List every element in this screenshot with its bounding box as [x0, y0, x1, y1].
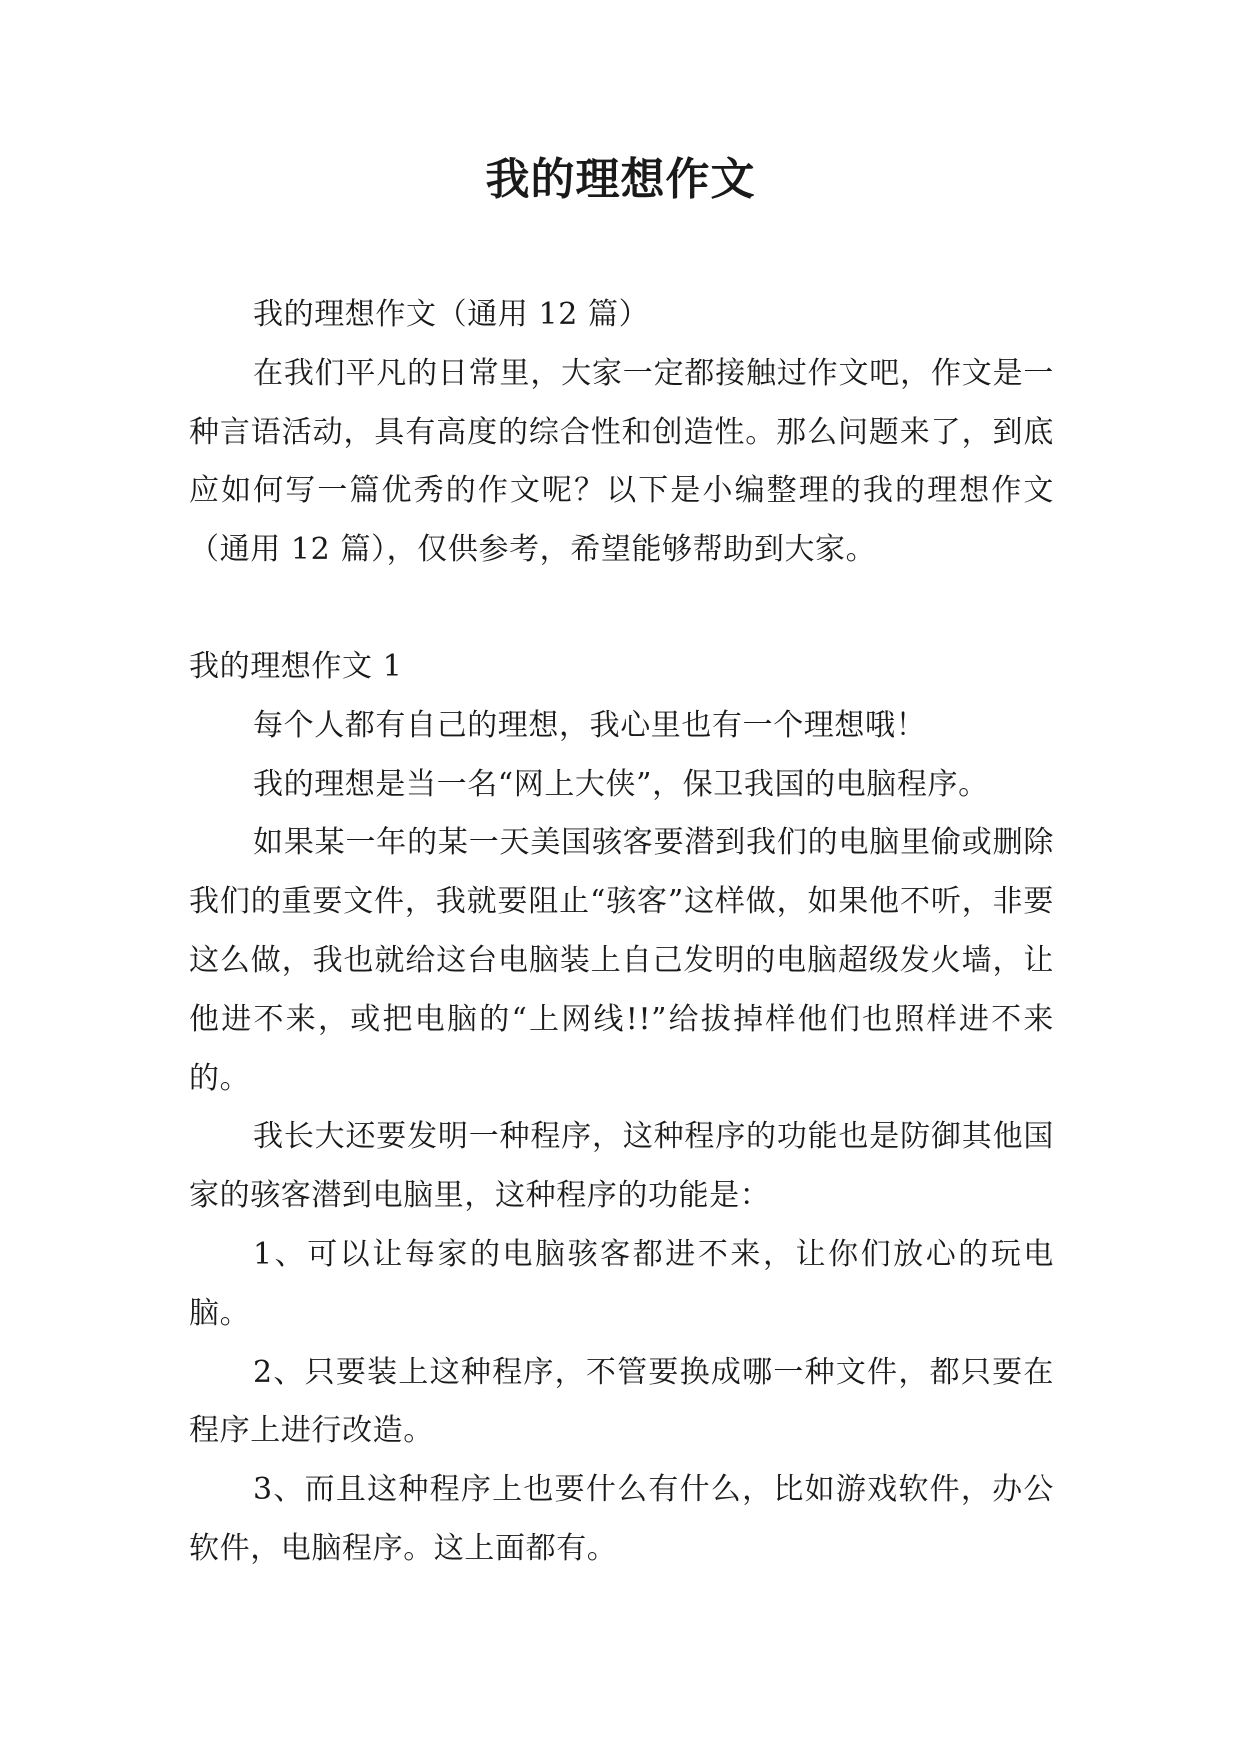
intro-paragraph: 在我们平凡的日常里，大家一定都接触过作文吧，作文是一种言语活动，具有高度的综合性和创造性。那么问题来了，到底应如何写一篇优秀的作文呢？以下是小编整理的我的理想作文（通用 12 篇），仅供参考，希望能够帮助到大家。 — [189, 355, 1054, 568]
document-title: 我的理想作文 — [485, 154, 756, 205]
intro-subtitle: 我的理想作文（通用 12 篇） — [253, 297, 650, 332]
essay-list-item: 3、而且这种程序上也要什么有什么，比如游戏软件，办公软件，电脑程序。这上面都有。 — [189, 1472, 1054, 1566]
essay-list-item: 1、可以让每家的电脑骇客都进不来，让你们放心的玩电脑。 — [189, 1236, 1054, 1331]
essay-paragraph: 我长大还要发明一种程序，这种程序的功能也是防御其他国家的骇客潜到电脑里，这种程序的功能是： — [189, 1119, 1054, 1214]
essay-heading: 我的理想作文 1 — [189, 648, 403, 684]
essay-paragraph: 每个人都有自己的理想，我心里也有一个理想哦！ — [253, 707, 927, 743]
essay-paragraph: 如果某一年的某一天美国骇客要潜到我们的电脑里偷或删除我们的重要文件，我就要阻止“骇客”这样做，如果他不听，非要这么做，我也就给这台电脑装上自己发明的电脑超级发火墙，让他进不来，或把电脑的“上网线!!”给拔掉样他们也照样进不来的。 — [189, 825, 1054, 1096]
essay-list-item: 2、只要装上这种程序，不管要换成哪一种文件，都只要在程序上进行改造。 — [189, 1354, 1054, 1449]
section-spacer — [189, 580, 1054, 638]
essay-paragraph: 我的理想是当一名“网上大侠”，保卫我国的电脑程序。 — [253, 766, 989, 802]
document-body — [189, 286, 1054, 1579]
